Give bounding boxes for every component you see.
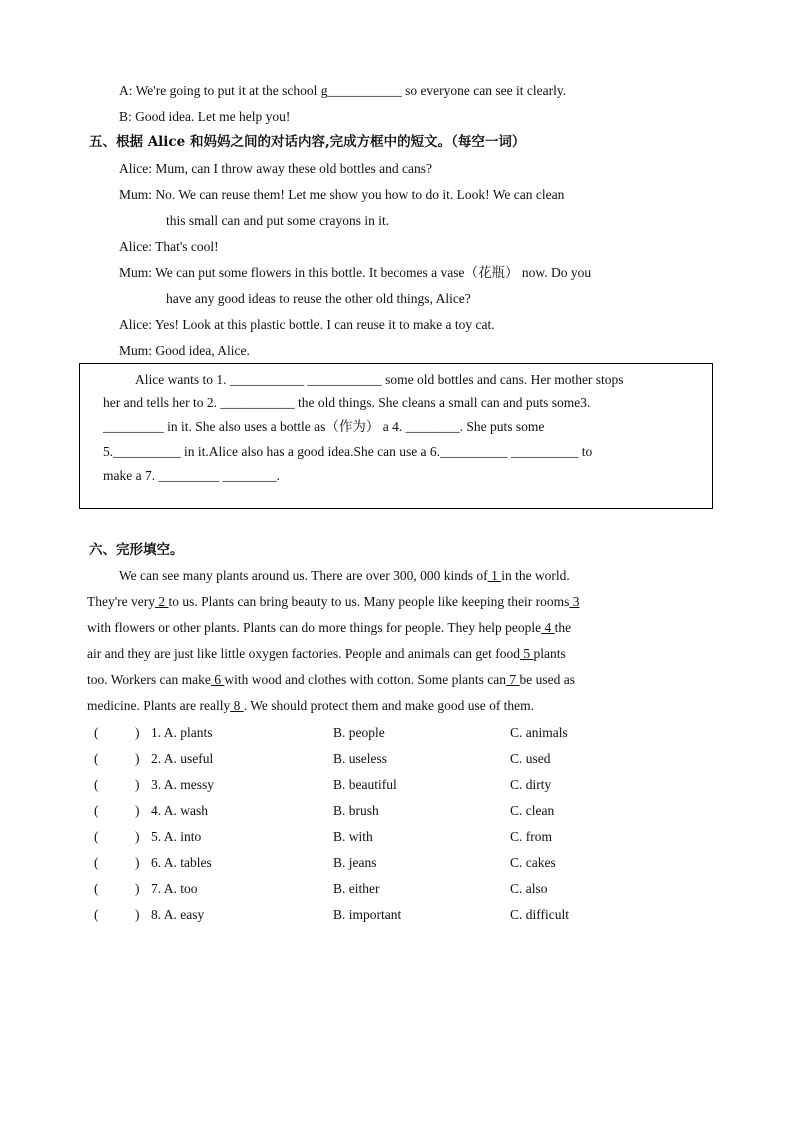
question-option-a: 3. A. messy (151, 777, 215, 792)
question-option-c: C. animals (510, 725, 568, 740)
answer-paren-left: ( (94, 725, 99, 740)
section-5-title: 五、根据 Alice 和妈妈之间的对话内容,完成方框中的短文。（每空一词） (89, 134, 526, 150)
dialogue-line-a: A: We're going to put it at the school g___________ so everyone can see it clearly. (119, 83, 567, 98)
box-line: 5.__________ in it.Alice also has a good idea.She can use a 6.__________ __________ to (103, 444, 593, 459)
s5-dialogue-line: Mum: Good idea, Alice. (119, 343, 250, 358)
question-option-c: C. from (510, 829, 552, 844)
s5-dialogue-line: Alice: Mum, can I throw away these old bottles and cans? (119, 161, 433, 176)
answer-paren-right: ) (135, 751, 140, 766)
box-line: Alice wants to 1. ___________ ___________ some old bottles and cans. Her mother stops (135, 372, 624, 387)
question-option-c: C. dirty (510, 777, 552, 792)
passage-line: They're very 2 to us. Plants can bring beauty to us. Many people like keeping their rooms 3 (87, 594, 580, 609)
question-option-a: 1. A. plants (151, 725, 213, 740)
s5-dialogue-line: Alice: Yes! Look at this plastic bottle. I can reuse it to make a toy cat. (119, 317, 495, 332)
blank-2: 2 (155, 594, 169, 609)
blank-5: 5 (519, 646, 534, 661)
answer-paren-right: ) (135, 725, 140, 740)
answer-paren-right: ) (135, 777, 140, 792)
answer-paren-left: ( (94, 829, 99, 844)
answer-paren-right: ) (135, 855, 140, 870)
question-option-c: C. difficult (510, 907, 569, 922)
passage-line: too. Workers can make 6 with wood and clothes with cotton. Some plants can 7 be used as (87, 672, 575, 687)
box-line: her and tells her to 2. ___________ the old things. She cleans a small can and puts some3. (103, 395, 591, 410)
question-option-b: B. jeans (333, 855, 377, 870)
passage-line: medicine. Plants are really 8 . We should protect them and make good use of them. (87, 698, 535, 713)
question-option-b: B. either (333, 881, 380, 896)
question-option-c: C. clean (510, 803, 555, 818)
question-option-a: 7. A. too (151, 881, 198, 896)
question-option-c: C. used (510, 751, 551, 766)
s5-dialogue-line: Alice: That's cool! (119, 239, 219, 254)
question-option-c: C. cakes (510, 855, 556, 870)
question-option-b: B. people (333, 725, 385, 740)
s5-dialogue-line: Mum: No. We can reuse them! Let me show you how to do it. Look! We can clean (119, 187, 565, 202)
answer-paren-right: ) (135, 829, 140, 844)
s5-dialogue-line: have any good ideas to reuse the other old things, Alice? (166, 291, 471, 306)
question-option-a: 4. A. wash (151, 803, 208, 818)
section-6-title: 六、完形填空。 (89, 542, 184, 558)
question-option-b: B. beautiful (333, 777, 397, 792)
answer-paren-left: ( (94, 907, 99, 922)
passage-line: with flowers or other plants. Plants can do more things for people. They help people 4 the (87, 620, 572, 635)
answer-paren-right: ) (135, 881, 140, 896)
answer-paren-left: ( (94, 881, 99, 896)
answer-paren-left: ( (94, 777, 99, 792)
box-line: _________ in it. She also uses a bottle as（作为） a 4. ________. She puts some (103, 419, 545, 434)
blank-3: 3 (569, 594, 580, 609)
blank-6: 6 (210, 672, 225, 687)
s5-dialogue-line: Mum: We can put some flowers in this bottle. It becomes a vase（花瓶） now. Do you (119, 265, 592, 280)
question-option-b: B. important (333, 907, 402, 922)
answer-paren-right: ) (135, 803, 140, 818)
passage-line: We can see many plants around us. There are over 300, 000 kinds of 1 in the world. (119, 568, 570, 583)
question-option-a: 2. A. useful (151, 751, 214, 766)
answer-paren-left: ( (94, 855, 99, 870)
box-line: make a 7. _________ ________. (103, 468, 280, 483)
passage-line: air and they are just like little oxygen factories. People and animals can get food 5 plants (87, 646, 566, 661)
question-option-a: 5. A. into (151, 829, 202, 844)
blank-1: 1 (487, 568, 502, 583)
blank-4: 4 (541, 620, 555, 635)
question-option-b: B. with (333, 829, 373, 844)
summary-box (79, 363, 713, 509)
question-option-a: 6. A. tables (151, 855, 212, 870)
s5-dialogue-line: this small can and put some crayons in it. (166, 213, 390, 228)
blank-8: 8 (230, 698, 244, 713)
question-option-b: B. brush (333, 803, 379, 818)
answer-paren-left: ( (94, 803, 99, 818)
question-option-a: 8. A. easy (151, 907, 205, 922)
question-option-c: C. also (510, 881, 548, 896)
answer-paren-right: ) (135, 907, 140, 922)
question-option-b: B. useless (333, 751, 387, 766)
answer-paren-left: ( (94, 751, 99, 766)
dialogue-line-b: B: Good idea. Let me help you! (119, 109, 291, 124)
blank-7: 7 (505, 672, 520, 687)
